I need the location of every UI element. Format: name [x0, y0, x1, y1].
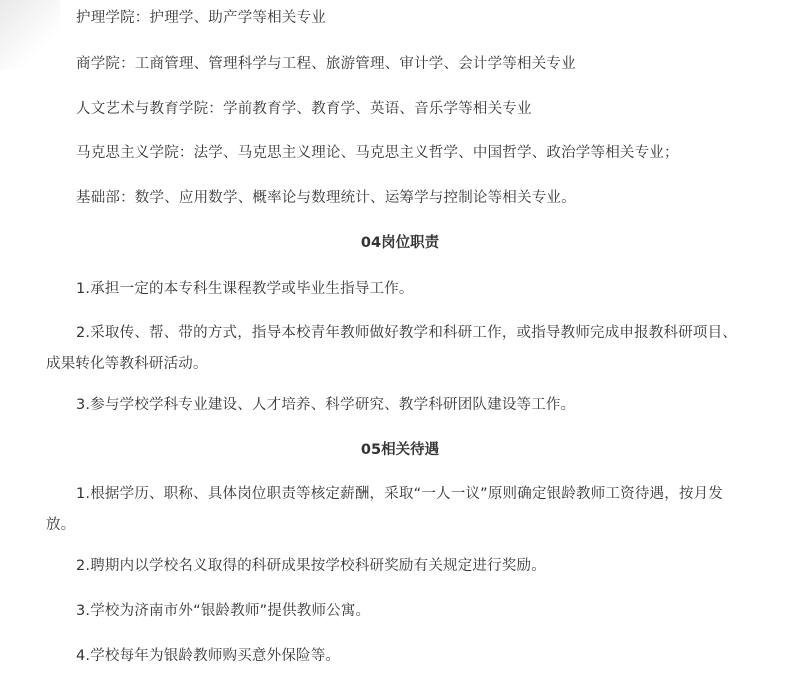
duty-item: 3.参与学校学科专业建设、人才培养、科学研究、教学科研团队建设等工作。 [76, 397, 576, 413]
dept-business: 商学院：工商管理、管理科学与工程、旅游管理、审计学、会计学等相关专业 [76, 56, 576, 72]
section-duties-title: 04岗位职责 [360, 235, 440, 251]
dept-humanities: 人文艺术与教育学院：学前教育学、教育学、英语、音乐学等相关专业 [76, 101, 532, 117]
corner-shade [0, 0, 60, 70]
benefit-item: 3.学校为济南市外“银龄教师”提供教师公寓。 [76, 603, 371, 619]
section-benefits-title: 05相关待遇 [360, 442, 440, 458]
dept-marxism: 马克思主义学院：法学、马克思主义理论、马克思主义哲学、中国哲学、政治学等相关专业； [76, 145, 679, 161]
duty-item: 1.承担一定的本专科生课程教学或毕业生指导工作。 [76, 281, 414, 297]
dept-nursing: 护理学院：护理学、助产学等相关专业 [76, 10, 326, 26]
benefit-item: 1.根据学历、职称、具体岗位职责等核定薪酬，采取“一人一议”原则确定银龄教师工资待遇，按月发放。 [46, 486, 724, 533]
duty-item: 2.采取传、帮、带的方式，指导本校青年教师做好教学和科研工作，或指导教师完成申报教科研项目、成果转化等教科研活动。 [46, 325, 738, 372]
benefit-item: 2.聘期内以学校名义取得的科研成果按学校科研奖励有关规定进行奖励。 [76, 558, 546, 574]
benefit-item: 4.学校每年为银龄教师购买意外保险等。 [76, 648, 341, 664]
dept-foundation: 基础部：数学、应用数学、概率论与数理统计、运筹学与控制论等相关专业。 [76, 190, 576, 206]
